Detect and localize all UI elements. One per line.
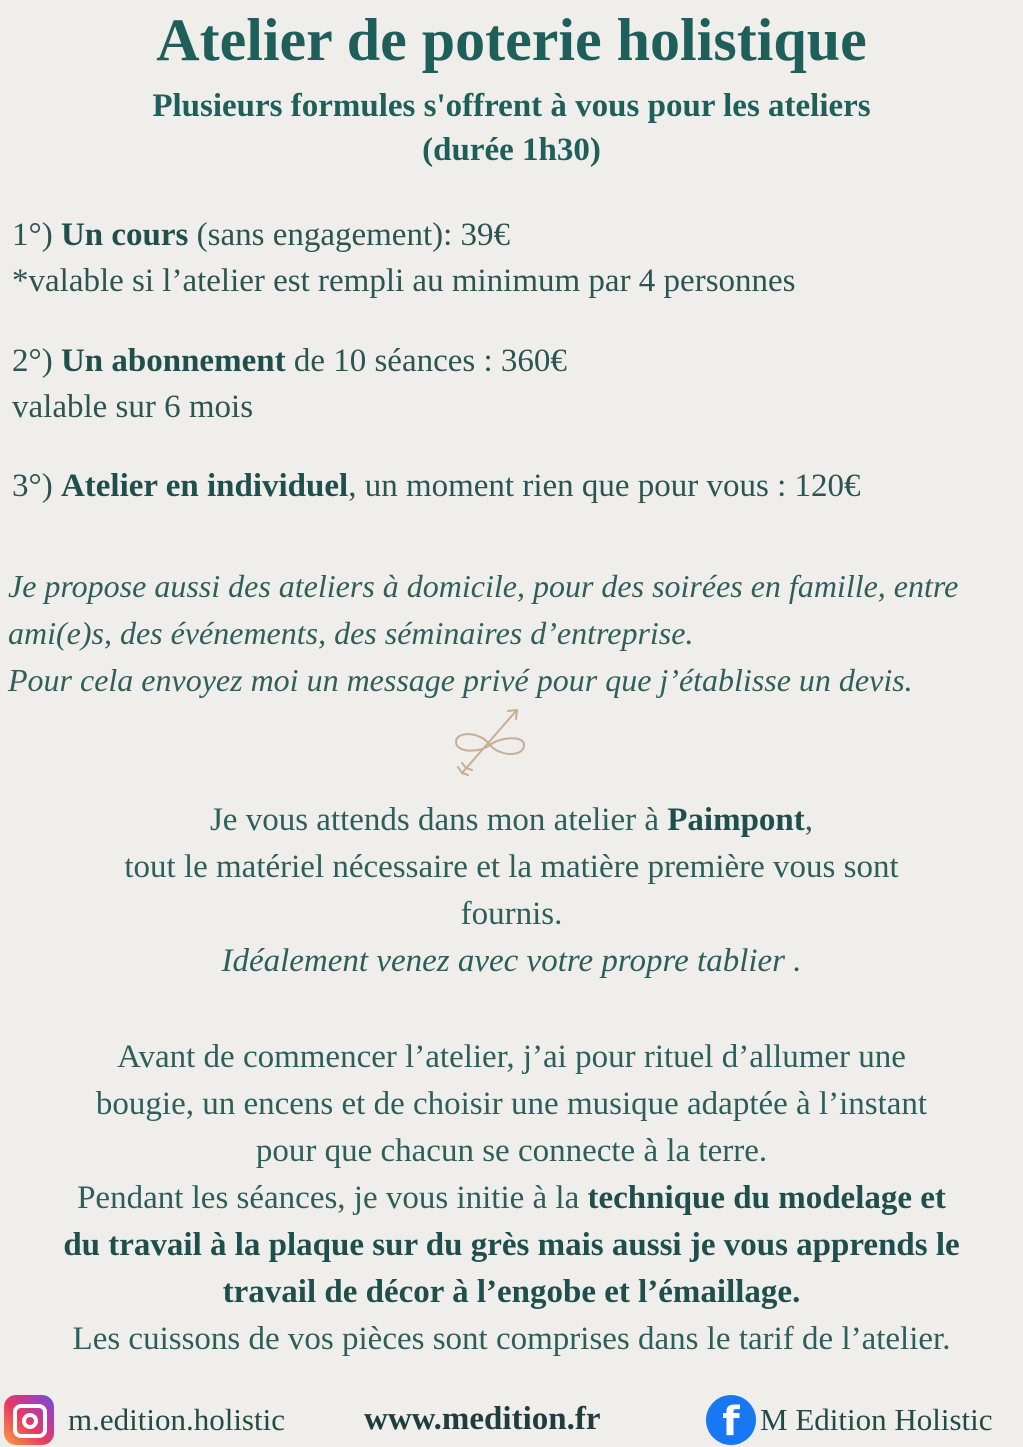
formula-1-prefix: 1°): [12, 217, 61, 253]
home-workshops-line-1: Je propose aussi des ateliers à domicile, pour des soirées en famille, entre: [8, 568, 959, 604]
ritual-line-7: Les cuissons de vos pièces sont comprises dans le tarif de l’atelier.: [72, 1321, 951, 1357]
location-line-1-pre: Je vous attends dans mon atelier à: [209, 802, 668, 838]
facebook-icon: f: [706, 1395, 756, 1445]
home-workshops-text: [8, 563, 1018, 704]
website-link[interactable]: [364, 1392, 600, 1447]
formula-2-prefix: 2°): [12, 343, 61, 379]
facebook-name: M Edition Holistic: [760, 1401, 993, 1437]
subtitle-line-2: (durée 1h30): [422, 132, 601, 168]
location-line-3: fournis.: [460, 896, 563, 932]
home-workshops-line-2: ami(e)s, des événements, des séminaires d’entreprise.: [8, 615, 694, 651]
location-text: [10, 797, 1013, 985]
ritual-line-2: bougie, un encens et de choisir une musique adaptée à l’instant: [95, 1086, 928, 1122]
arrow-infinity-icon: [450, 705, 530, 785]
location-line-4: [10, 938, 1013, 985]
ritual-line-4-bold: technique du modelage et: [587, 1180, 946, 1216]
home-workshops-line-3: Pour cela envoyez moi un message privé pour que j’établisse un devis.: [8, 662, 913, 698]
ritual-text: [10, 1034, 1013, 1363]
formula-1-name: Un cours: [60, 217, 189, 253]
apron-note: Idéalement venez avec votre propre tablier .: [221, 943, 802, 979]
ritual-line-3: pour que chacun se connecte à la terre.: [255, 1133, 768, 1169]
instagram-icon: [4, 1395, 54, 1445]
formula-1-line: [12, 212, 1012, 258]
formula-2-rest: de 10 séances : 360€: [285, 343, 567, 379]
location-line-1: [10, 797, 1013, 844]
formula-3-prefix: 3°): [12, 468, 61, 504]
formula-1: [12, 212, 1012, 304]
formula-1-rest: (sans engagement): 39€: [188, 217, 511, 253]
ritual-line-5: [10, 1222, 1013, 1269]
footer: [0, 1392, 1023, 1447]
subtitle-line-1: Plusieurs formules s'offrent à vous pour les ateliers: [152, 88, 871, 124]
ritual-line-6-bold: travail de décor à l’engobe et l’émaillage.: [222, 1274, 801, 1310]
formula-2-name: Un abonnement: [60, 343, 286, 379]
location-line-2: tout le matériel nécessaire et la matière première vous sont: [124, 849, 899, 885]
formula-2: [12, 338, 1012, 430]
formula-1-note: *valable si l’atelier est rempli au minimum par 4 personnes: [12, 263, 796, 299]
ritual-line-6: [10, 1269, 1013, 1316]
formula-3-line: [12, 463, 1012, 509]
page-title: Atelier de poterie holistique: [156, 7, 867, 73]
website-url: www.medition.fr: [364, 1401, 601, 1437]
ritual-line-1: Avant de commencer l’atelier, j’ai pour rituel d’allumer une: [117, 1039, 906, 1075]
formula-2-line: [12, 338, 1012, 384]
formula-3: [12, 463, 1012, 509]
formula-2-note: valable sur 6 mois: [12, 389, 254, 425]
formula-3-name: Atelier en individuel: [60, 468, 349, 504]
page-subtitle: [60, 84, 963, 172]
location-city: Paimpont: [667, 802, 805, 838]
formula-3-rest: , un moment rien que pour vous : 120€: [348, 468, 861, 504]
instagram-link[interactable]: [4, 1392, 285, 1447]
location-line-1-post: ,: [804, 802, 814, 838]
ritual-line-4-pre: Pendant les séances, je vous initie à la: [77, 1180, 588, 1216]
facebook-link[interactable]: [706, 1392, 993, 1447]
instagram-handle: m.edition.holistic: [68, 1401, 285, 1437]
ritual-line-4: [10, 1175, 1013, 1222]
ritual-line-5-bold: du travail à la plaque sur du grès mais aussi je vous apprends le: [63, 1227, 960, 1263]
